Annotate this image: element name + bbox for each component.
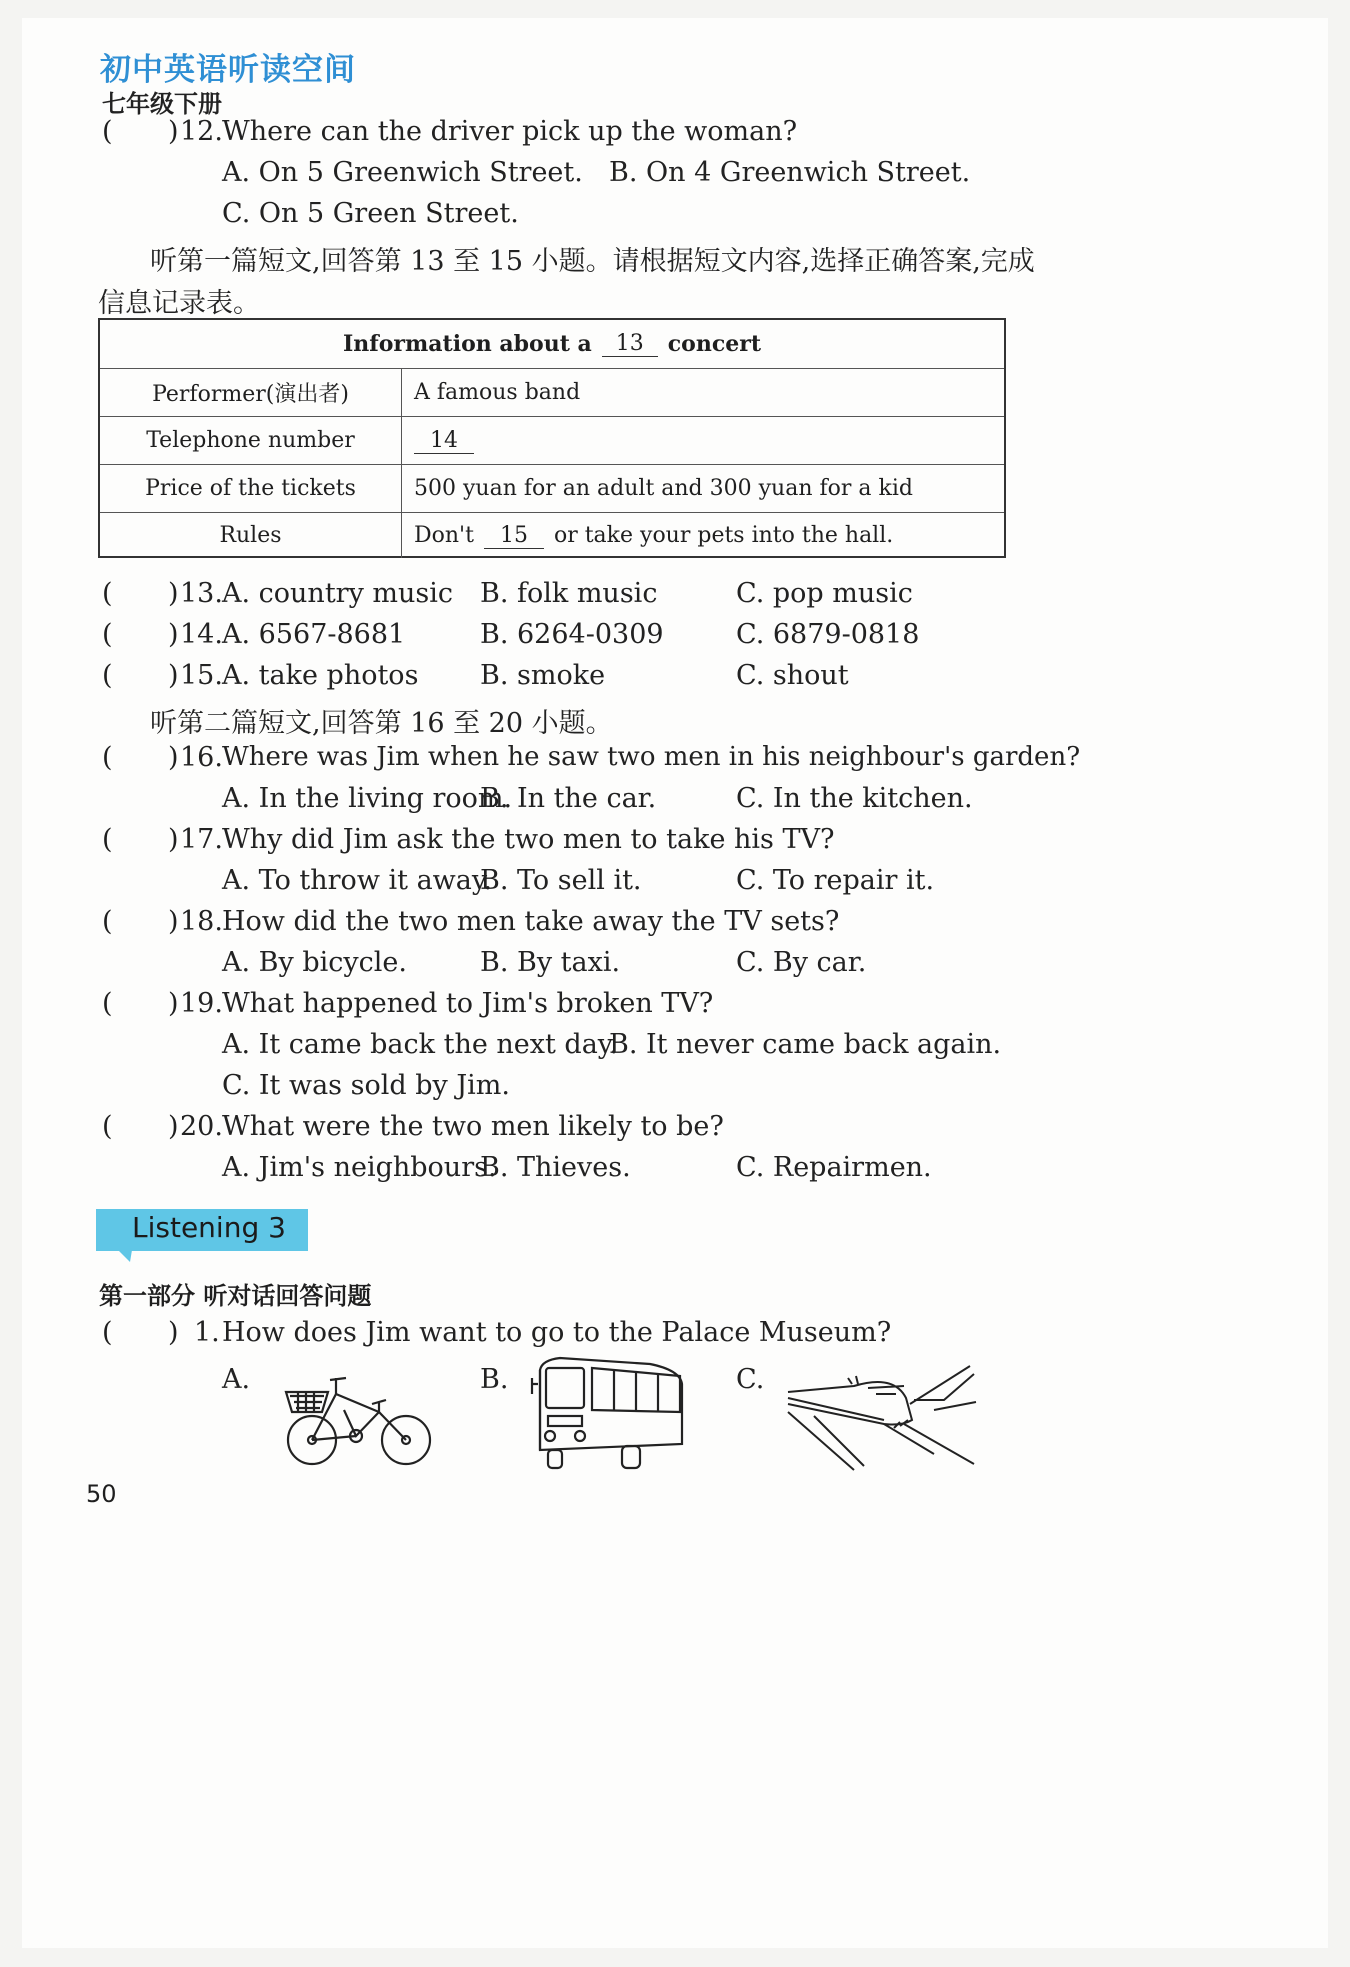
table-row (100, 512, 1004, 558)
question-text: How does Jim want to go to the Palace Museum? (222, 1317, 892, 1348)
answer-paren-close: ) (168, 619, 179, 650)
row-label: Price of the tickets (100, 465, 402, 512)
option-b: B. To sell it. (480, 865, 642, 896)
option-c: C. Repairmen. (736, 1152, 932, 1183)
book-subtitle: 七年级下册 (102, 89, 222, 118)
bicycle-picture-icon (284, 1374, 434, 1470)
answer-paren-close: ) (168, 1317, 179, 1348)
answer-paren-open: ( (102, 742, 113, 773)
answer-paren-close: ) (168, 906, 179, 937)
option-b-label: B. (480, 1364, 509, 1395)
question-number: 20. (180, 1111, 223, 1142)
page-number: 50 (86, 1480, 117, 1508)
answer-paren-close: ) (168, 660, 179, 691)
option-b: B. On 4 Greenwich Street. (609, 157, 971, 188)
rule-text-start: Don't (414, 523, 474, 548)
option-c: C. By car. (736, 947, 867, 978)
option-c: C. 6879-0818 (736, 619, 920, 650)
option-a: A. In the living room. (222, 783, 513, 814)
question-text: Why did Jim ask the two men to take his TV? (222, 824, 835, 855)
banner-tail (118, 1250, 132, 1262)
question-number: 17. (180, 824, 223, 855)
row-value: A famous band (414, 380, 581, 405)
workbook-page (22, 18, 1328, 1948)
table-row (100, 464, 1004, 512)
section-banner-title: Listening 3 (132, 1211, 286, 1244)
option-c: C. pop music (736, 578, 913, 609)
question-text: What happened to Jim's broken TV? (222, 988, 714, 1019)
question-number: 19. (180, 988, 223, 1019)
answer-paren-open: ( (102, 619, 113, 650)
blank-14: 14 (414, 428, 474, 454)
answer-paren-close: ) (168, 116, 179, 147)
option-a: A. By bicycle. (222, 947, 407, 978)
question-text: Where was Jim when he saw two men in his neighbour's garden? (222, 742, 1081, 772)
blank-13: 13 (602, 331, 658, 357)
answer-paren-open: ( (102, 578, 113, 609)
option-c: C. shout (736, 660, 849, 691)
blank-15: 15 (484, 523, 544, 549)
option-c: C. It was sold by Jim. (222, 1070, 510, 1101)
answer-paren-open: ( (102, 988, 113, 1019)
question-text: Where can the driver pick up the woman? (222, 116, 798, 147)
question-number: 14. (180, 619, 223, 650)
row-label: Telephone number (100, 417, 402, 464)
row-value (402, 513, 1004, 558)
answer-paren-close: ) (168, 742, 179, 773)
question-number: 15. (180, 660, 223, 691)
row-label: Rules (100, 513, 402, 558)
option-a: A. take photos (222, 660, 419, 691)
question-number: 18. (180, 906, 223, 937)
question-text: How did the two men take away the TV sets? (222, 906, 840, 937)
book-title: 初中英语听读空间 (100, 52, 356, 88)
bus-picture-icon (530, 1354, 690, 1474)
answer-paren-open: ( (102, 660, 113, 691)
option-c: C. To repair it. (736, 865, 935, 896)
table-row (100, 368, 1004, 416)
option-c: C. In the kitchen. (736, 783, 973, 814)
answer-paren-open: ( (102, 906, 113, 937)
option-a-label: A. (222, 1364, 251, 1395)
passage1-instruction: 听第一篇短文,回答第 13 至 15 小题。请根据短文内容,选择正确答案,完成 (150, 246, 1035, 277)
question-number: 13. (180, 578, 223, 609)
question-number: 1. (194, 1317, 220, 1348)
option-a: A. It came back the next day. (222, 1029, 619, 1060)
train-picture-icon (784, 1364, 980, 1474)
option-b: B. By taxi. (480, 947, 621, 978)
answer-paren-close: ) (168, 988, 179, 1019)
table-header-text: Information about a (343, 331, 592, 357)
table-header-text-end: concert (667, 331, 761, 357)
passage2-instruction: 听第二篇短文,回答第 16 至 20 小题。 (150, 708, 613, 739)
table-header-row (100, 320, 1004, 368)
row-value (402, 417, 1004, 464)
option-a: A. Jim's neighbours. (222, 1152, 497, 1183)
option-a: A. 6567-8681 (222, 619, 406, 650)
rule-text-end: or take your pets into the hall. (553, 523, 894, 548)
question-text: What were the two men likely to be? (222, 1111, 724, 1142)
passage1-instruction-cont: 信息记录表。 (98, 288, 260, 319)
answer-paren-open: ( (102, 1111, 113, 1142)
answer-paren-close: ) (168, 1111, 179, 1142)
option-b: B. smoke (480, 660, 606, 691)
option-b: B. In the car. (480, 783, 657, 814)
question-number: 16. (180, 742, 223, 773)
question-number: 12. (180, 116, 223, 147)
option-c-label: C. (736, 1364, 765, 1395)
row-label: Performer(演出者) (100, 369, 402, 416)
option-a: A. country music (222, 578, 454, 609)
answer-paren-close: ) (168, 824, 179, 855)
answer-paren-open: ( (102, 1317, 113, 1348)
answer-paren-open: ( (102, 824, 113, 855)
option-a: A. To throw it away. (222, 865, 493, 896)
option-a: A. On 5 Greenwich Street. (222, 157, 583, 188)
table-row (100, 416, 1004, 464)
option-c: C. On 5 Green Street. (222, 198, 519, 229)
info-record-table (98, 318, 1006, 558)
option-b: B. folk music (480, 578, 658, 609)
option-b: B. It never came back again. (609, 1029, 1002, 1060)
answer-paren-open: ( (102, 116, 113, 147)
part-title: 第一部分 听对话回答问题 (99, 1282, 372, 1310)
answer-paren-close: ) (168, 578, 179, 609)
option-b: B. Thieves. (480, 1152, 631, 1183)
row-value: 500 yuan for an adult and 300 yuan for a kid (414, 476, 913, 501)
option-b: B. 6264-0309 (480, 619, 664, 650)
